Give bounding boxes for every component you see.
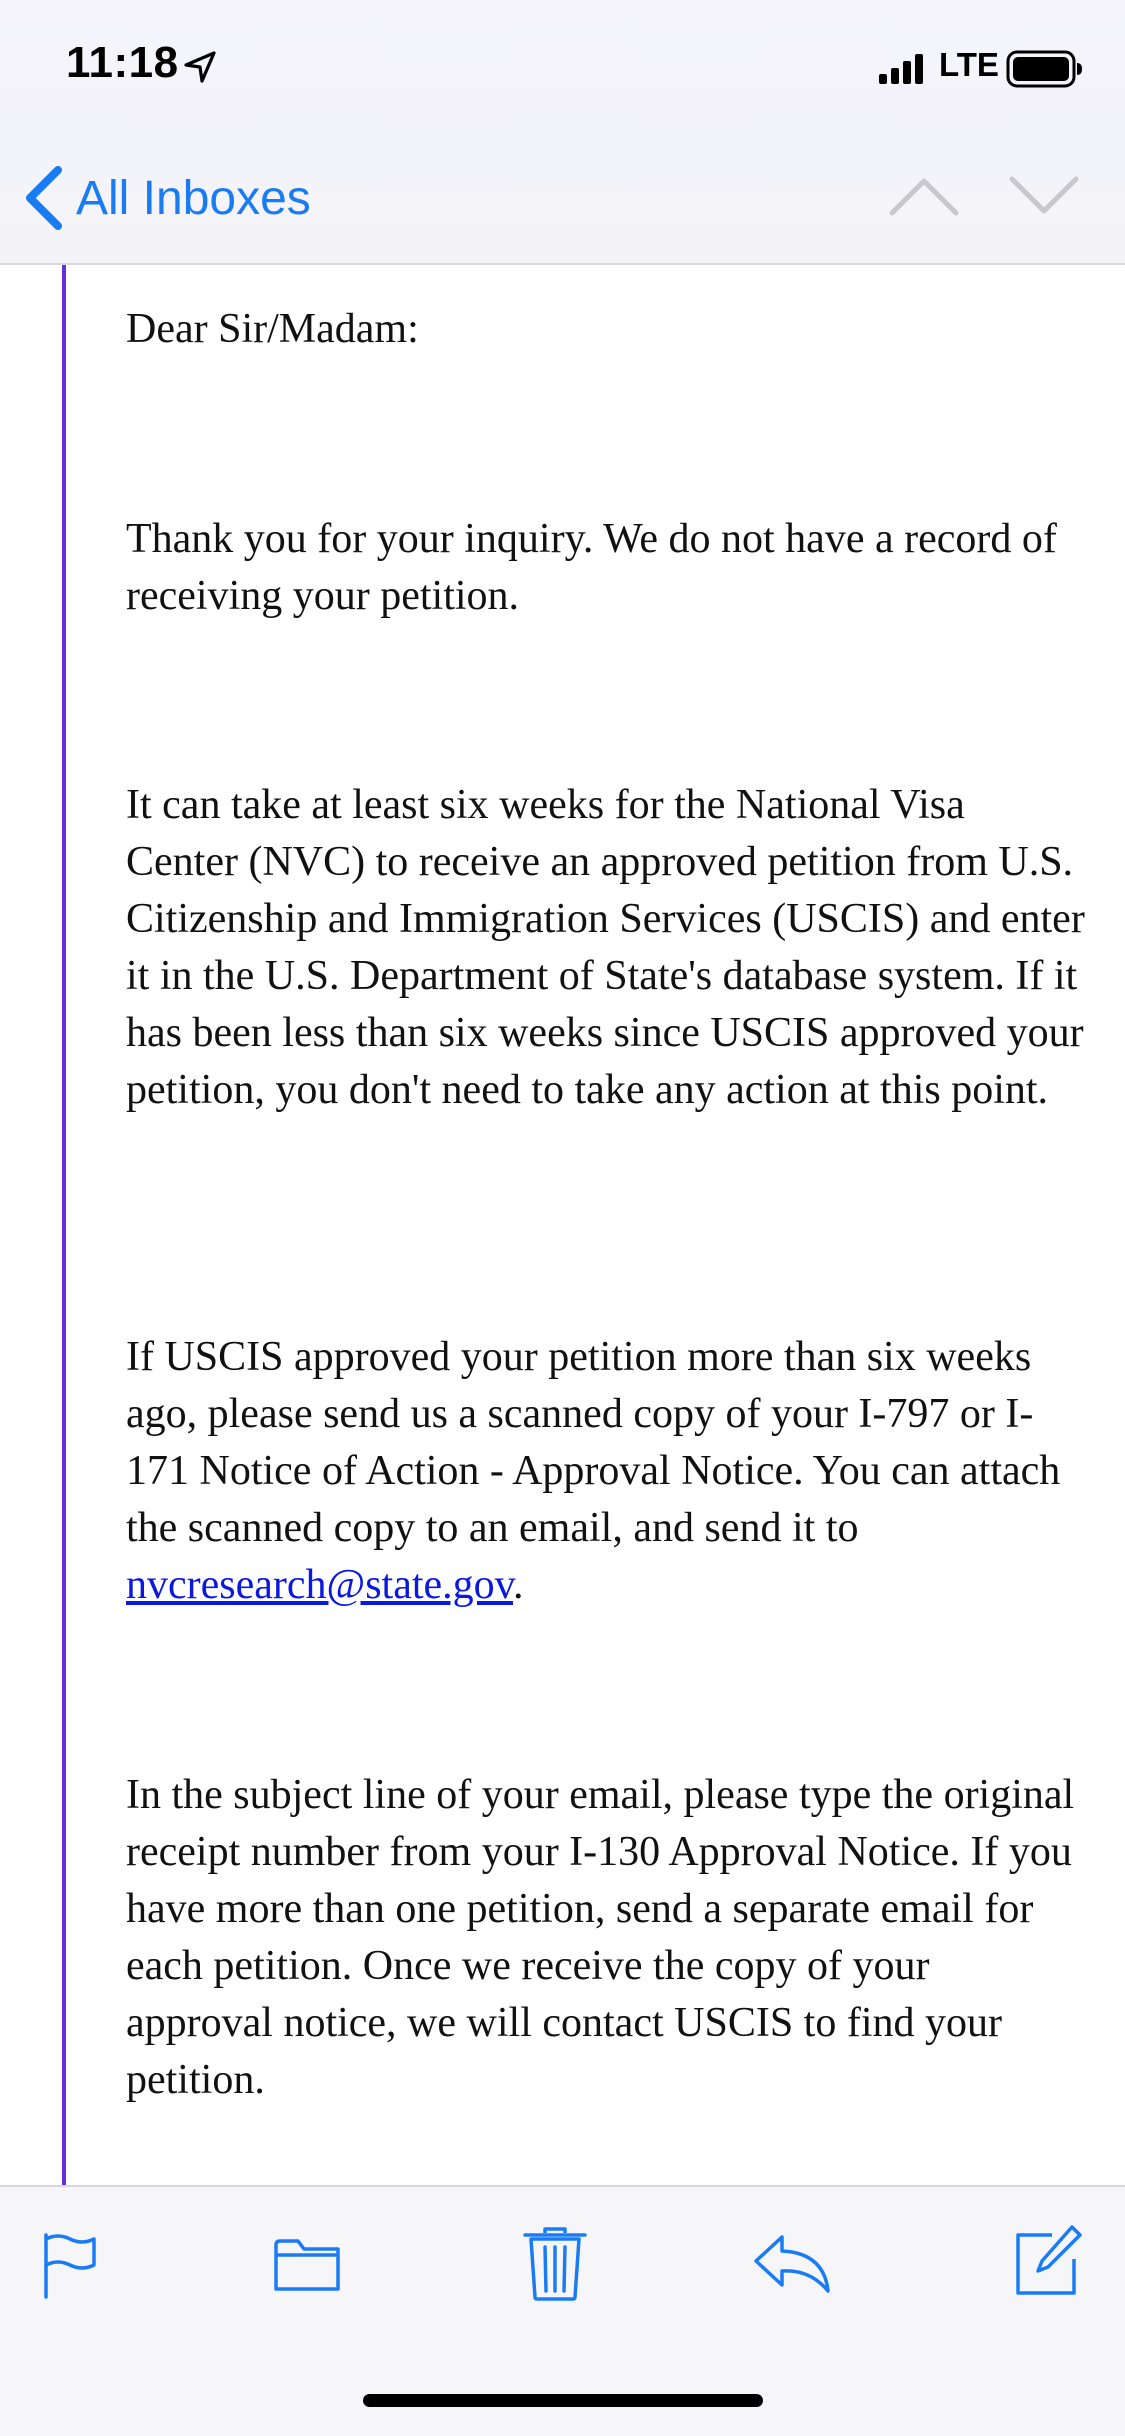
compose-button[interactable] (1012, 2223, 1084, 2299)
flag-button[interactable] (40, 2231, 100, 2301)
folder-icon (272, 2231, 342, 2295)
next-message-button[interactable] (1007, 174, 1081, 218)
chevron-up-icon (892, 181, 956, 213)
network-type: LTE (939, 46, 999, 83)
message-body[interactable] (0, 265, 1125, 2185)
chevron-left-icon (22, 164, 66, 232)
reply-icon (752, 2231, 832, 2297)
paragraph-3-text: If USCIS approved your petition more than six weeks ago, please send us a scanned copy of your I-797 or I-171 Notice of Action - Approval Notice. You can attach the scanned copy to an email, and send it to (126, 1334, 1061, 1551)
quote-bar (62, 265, 66, 2185)
reply-button[interactable] (752, 2231, 832, 2297)
paragraph-4: In the subject line of your email, please type the original receipt number from your I-130 Approval Notice. If you have more than one petition, send a separate email for each petition. Once we receive the copy of your approval notice, we will contact USCIS to find your petition. (126, 1772, 1075, 2103)
compose-icon (1012, 2223, 1084, 2299)
trash-icon (522, 2225, 588, 2303)
chevron-down-icon (1012, 179, 1076, 211)
paragraph-1: Thank you for your inquiry. We do not have a record of receiving your petition. (126, 516, 1057, 619)
email-link[interactable]: nvcresearch@state.gov (126, 1562, 513, 1608)
back-button[interactable] (22, 160, 311, 236)
flag-icon (40, 2231, 100, 2301)
paragraph-3 (126, 1329, 1086, 1614)
cellular-signal-icon (879, 54, 924, 84)
delete-button[interactable] (522, 2225, 588, 2303)
move-to-folder-button[interactable] (272, 2231, 342, 2295)
previous-message-button[interactable] (887, 174, 961, 218)
back-button-label: All Inboxes (76, 171, 311, 225)
home-indicator[interactable] (363, 2394, 763, 2407)
status-time: 11:18 (66, 38, 179, 87)
paragraph-3-end: . (512, 1562, 524, 1608)
greeting: Dear Sir/Madam: (126, 306, 419, 352)
battery-icon (1006, 50, 1084, 88)
header (0, 0, 1125, 265)
location-arrow-icon (183, 50, 217, 84)
paragraph-2: It can take at least six weeks for the National Visa Center (NVC) to receive an approved petition from U.S. Citizenship and Immigration Services (USCIS) and enter it in the U.S. Department of State's database system. If it has been less than six weeks since USCIS approved your petition, you don't need to take any action at this point. (126, 782, 1085, 1113)
